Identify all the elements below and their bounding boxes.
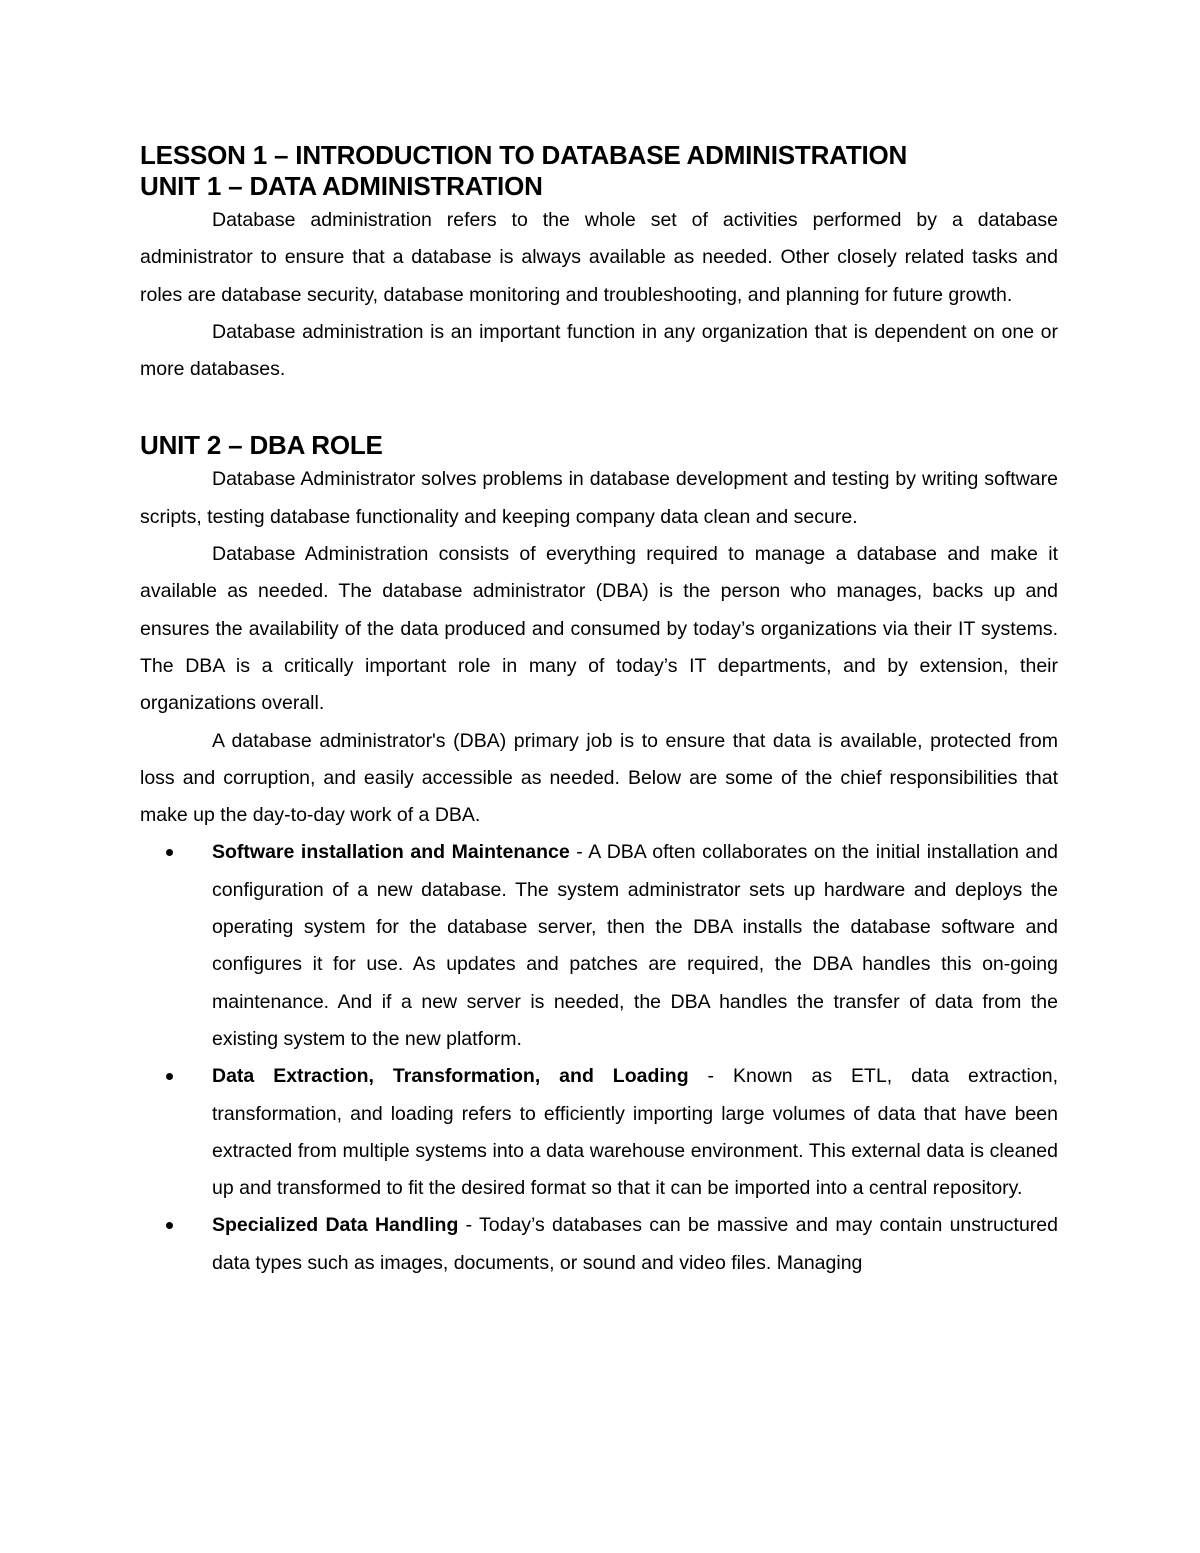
- bullet-icon: [166, 849, 173, 856]
- responsibility-term: Specialized Data Handling: [212, 1214, 459, 1237]
- unit2-title: UNIT 2 – DBA ROLE: [140, 430, 383, 461]
- bullet-icon: [166, 1222, 173, 1229]
- responsibility-text: - Today’s databases can be massive and may contain unstructured data types such as images, documents, or sound and video files. Managing: [212, 1214, 1058, 1274]
- unit2-paragraph-3: A database administrator's (DBA) primary job is to ensure that data is available, protected from loss and corruption, and easily accessible as needed. Below are some of the chief responsibilities that make up the day-to-day work of a DBA.: [140, 729, 1058, 827]
- list-item: [140, 834, 1058, 1058]
- responsibility-text: - Known as ETL, data extraction, transformation, and loading refers to efficiently importing large volumes of data that have been extracted from multiple systems into a data warehouse environment. This external data is cleaned up and transformed to fit the desired format so that it can be imported into a central repository.: [212, 1065, 1058, 1200]
- list-item: [140, 1058, 1058, 1207]
- lesson-title: LESSON 1 – INTRODUCTION TO DATABASE ADMINISTRATION: [140, 140, 908, 170]
- unit1-paragraph-1: Database administration refers to the whole set of activities performed by a database administrator to ensure that a database is always available as needed. Other closely related tasks and roles are database security, database monitoring and troubleshooting, and planning for future growth.: [140, 209, 1058, 306]
- list-item: [140, 1207, 1058, 1282]
- unit1-paragraph-2: Database administration is an important function in any organization that is dependent on one or more databases.: [140, 320, 1058, 381]
- responsibility-text: - A DBA often collaborates on the initial installation and configuration of a new database. The system administrator sets up hardware and deploys the operating system for the database server, then the DBA installs the database software and configures it for use. As updates and patches are required, the DBA handles this on-going maintenance. And if a new server is needed, the DBA handles the transfer of data from the existing system to the new platform.: [212, 841, 1058, 1050]
- bullet-icon: [166, 1073, 173, 1080]
- unit2-paragraph-2: Database Administration consists of everything required to manage a database and make it available as needed. The database administrator (DBA) is the person who manages, backs up and ensures the availability of the data produced and consumed by today’s organizations via their IT systems. The DBA is a critically important role in many of today’s IT departments, and by extension, their organizations overall.: [140, 543, 1058, 715]
- responsibility-term: Software installation and Maintenance: [212, 841, 570, 864]
- unit2-paragraph-1: Database Administrator solves problems in database development and testing by writing software scripts, testing database functionality and keeping company data clean and secure.: [140, 468, 1058, 528]
- unit1-title: UNIT 1 – DATA ADMINISTRATION: [140, 171, 543, 201]
- responsibility-term: Data Extraction, Transformation, and Loading: [212, 1065, 689, 1088]
- responsibilities-list: [140, 834, 1058, 1282]
- document-page: [140, 140, 1058, 1282]
